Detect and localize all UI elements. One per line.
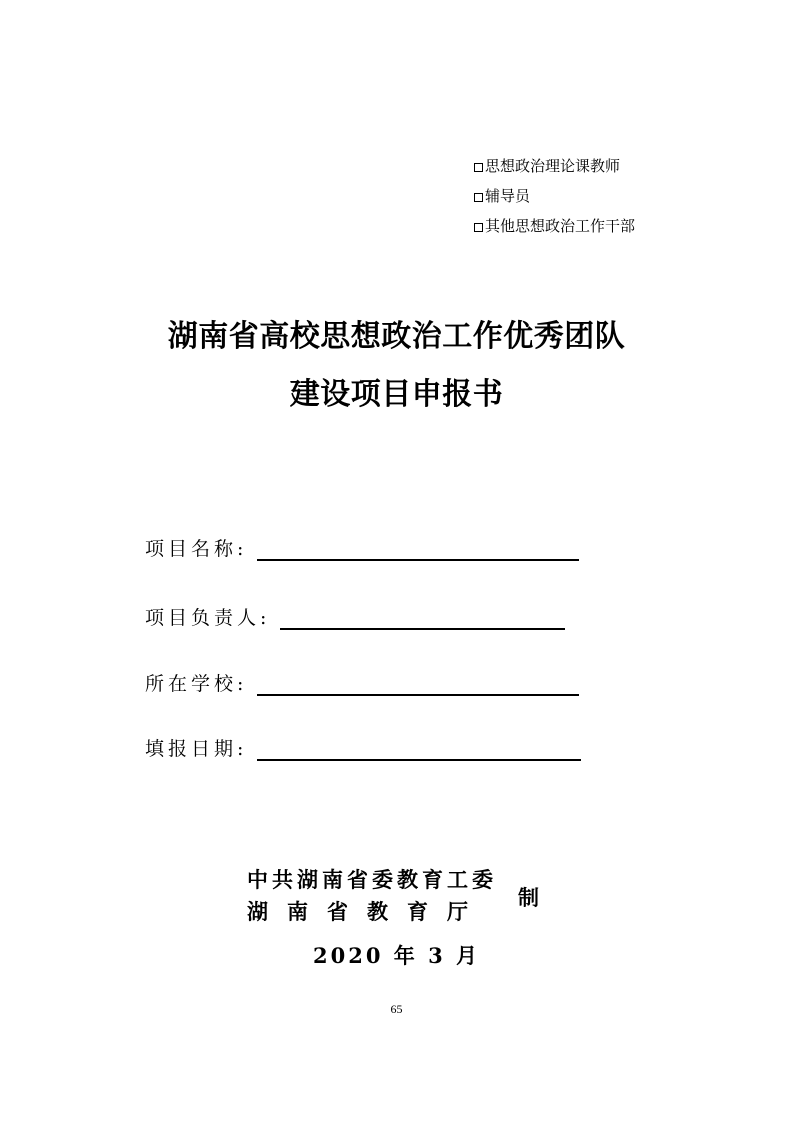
date-field [145, 734, 581, 761]
checkbox[interactable] [474, 163, 483, 172]
project-name-field [145, 534, 579, 561]
checkbox[interactable] [474, 193, 483, 202]
document-title-line2: 建设项目申报书 [289, 377, 504, 412]
page-number: 65 [390, 1002, 403, 1016]
category-label: 其他思想政治工作干部 [485, 216, 636, 235]
project-name-input-line[interactable] [257, 537, 579, 561]
project-leader-field [145, 603, 565, 630]
date-label: 填报日期: [145, 738, 248, 760]
school-label: 所在学校: [145, 673, 248, 695]
school-field [145, 669, 579, 696]
issuer-line2: 湖南省教育厅 [247, 899, 487, 924]
category-checkbox-group [474, 150, 635, 240]
category-option[interactable] [474, 150, 635, 180]
school-input-line[interactable] [257, 672, 579, 696]
category-label: 思想政治理论课教师 [485, 156, 621, 175]
project-leader-label: 项目负责人: [145, 607, 271, 629]
project-leader-input-line[interactable] [280, 606, 565, 630]
category-label: 辅导员 [485, 186, 531, 205]
date-input-line[interactable] [257, 737, 581, 761]
category-option[interactable] [474, 180, 635, 210]
checkbox[interactable] [474, 223, 483, 232]
document-title-line1: 湖南省高校思想政治工作优秀团队 [167, 319, 626, 354]
issuer-suffix: 制 [518, 885, 539, 910]
issue-date: 2020 年 3 月 [313, 943, 480, 968]
category-option[interactable] [474, 210, 635, 240]
issuer-line1: 中共湖南省委教育工委 [247, 867, 497, 892]
project-name-label: 项目名称: [145, 538, 248, 560]
